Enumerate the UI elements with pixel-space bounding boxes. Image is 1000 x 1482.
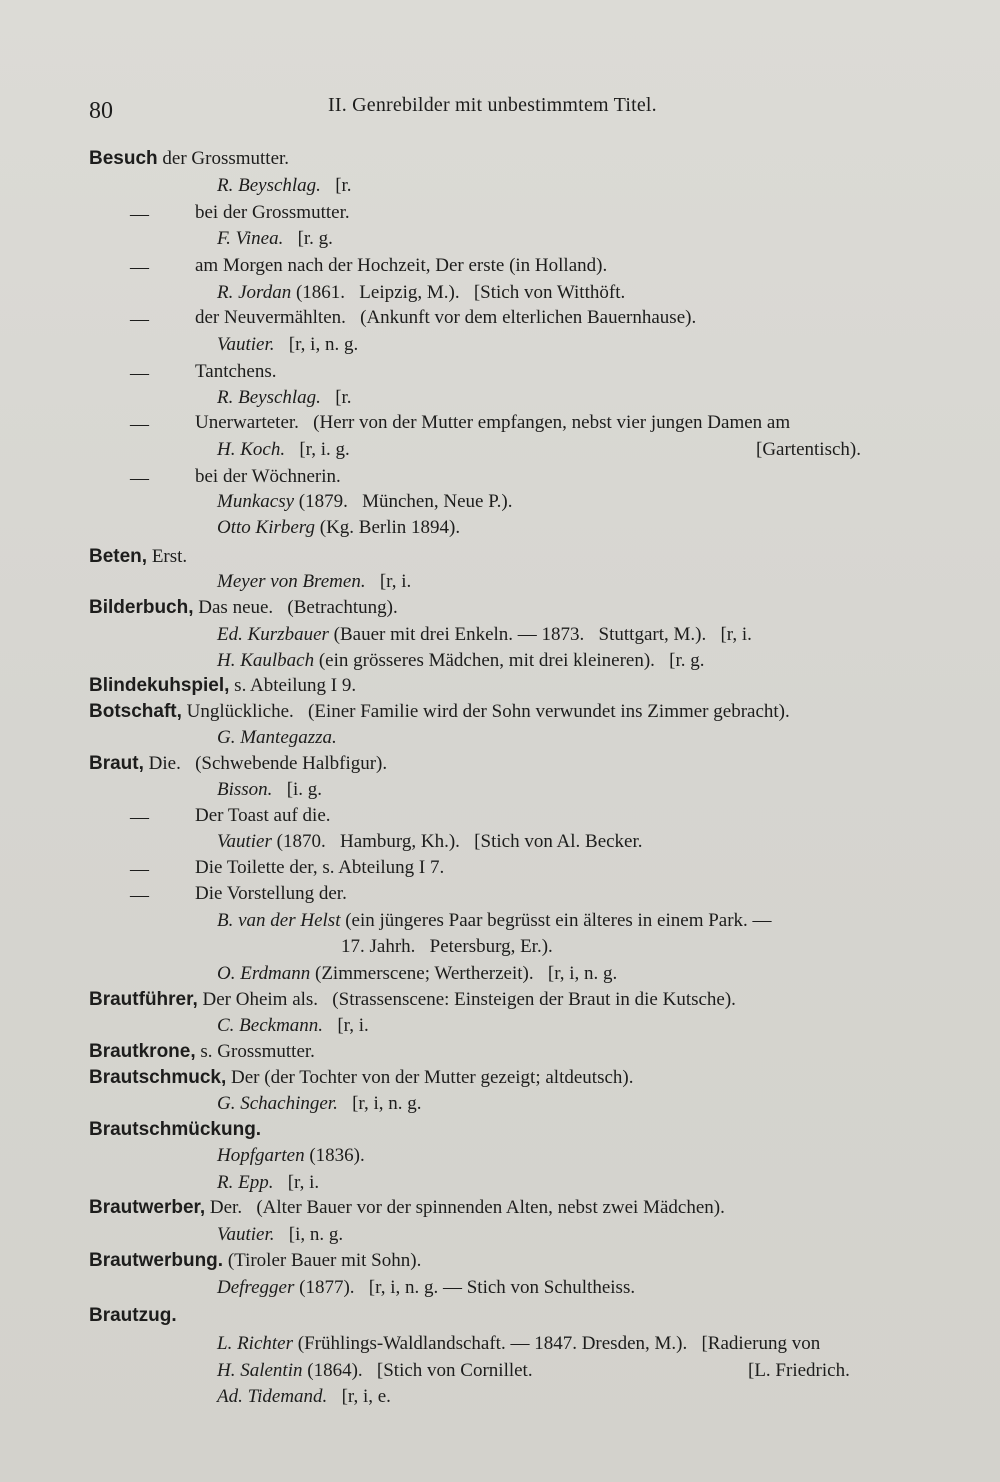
entry-headword: Bilderbuch, bbox=[89, 597, 194, 618]
line-continuation: [Gartentisch). bbox=[756, 439, 861, 460]
artist-name: H. Koch. bbox=[217, 439, 286, 460]
entry-text: (Bauer mit drei Enkeln. — 1873. Stuttgart, M.). [r, i. bbox=[328, 624, 752, 645]
entry-text: Die Vorstellung der. bbox=[195, 883, 347, 904]
entry-line bbox=[195, 255, 607, 277]
entry-line bbox=[89, 148, 289, 170]
artist-name: H. Salentin bbox=[217, 1360, 303, 1381]
entry-line bbox=[195, 466, 341, 488]
entry-line bbox=[217, 910, 772, 932]
entry-text: (1879. München, Neue P.). bbox=[294, 491, 513, 512]
entry-text: [r. bbox=[320, 387, 352, 408]
artist-name: Ad. Tidemand. bbox=[217, 1386, 328, 1407]
artist-name: Meyer von Bremen. bbox=[217, 571, 366, 592]
artist-name: F. Vinea. bbox=[217, 228, 284, 249]
entry-text: Die. (Schwebende Halbfigur). bbox=[143, 753, 388, 774]
artist-name: Vautier bbox=[217, 831, 272, 852]
artist-name: Defregger bbox=[217, 1277, 295, 1298]
entry-text: [r, i. bbox=[365, 571, 412, 592]
entry-headword: Botschaft, bbox=[89, 701, 182, 722]
entry-line bbox=[217, 1145, 365, 1167]
entry-text: (ein jüngeres Paar begrüsst ein älteres in einem Park. — bbox=[340, 910, 772, 931]
entry-line bbox=[217, 779, 322, 801]
entry-line bbox=[89, 1305, 177, 1327]
entry-text: bei der Grossmutter. bbox=[195, 202, 350, 223]
entry-line bbox=[89, 1197, 725, 1219]
entry-text: Unglückliche. (Einer Familie wird der Sohn verwundet ins Zimmer gebracht). bbox=[181, 701, 790, 722]
entry-headword: Beten, bbox=[89, 546, 148, 567]
entry-headword: Brautschmückung. bbox=[89, 1119, 262, 1140]
entry-text: [r, i, e. bbox=[327, 1386, 391, 1407]
artist-name: Vautier. bbox=[217, 1224, 275, 1245]
entry-line bbox=[89, 701, 790, 723]
entry-text: s. Abteilung I 9. bbox=[229, 675, 357, 696]
entry-text: Tantchens. bbox=[195, 361, 277, 382]
artist-name: B. van der Helst bbox=[217, 910, 341, 931]
entry-line bbox=[195, 307, 696, 329]
entry-text: [r. g. bbox=[283, 228, 333, 249]
ditto-dash: — bbox=[130, 204, 149, 225]
entry-text: [r, i. bbox=[273, 1172, 320, 1193]
artist-name: Ed. Kurzbauer bbox=[217, 624, 329, 645]
entry-line bbox=[217, 334, 358, 356]
artist-name: Hopfgarten bbox=[217, 1145, 305, 1166]
entry-text: (1861. Leipzig, M.). [Stich von Witthöft. bbox=[291, 282, 626, 303]
artist-name: G. Mantegazza. bbox=[217, 727, 337, 748]
entry-text: [r. bbox=[320, 175, 352, 196]
entry-text: [r, i, n. g. bbox=[274, 334, 359, 355]
entry-line bbox=[89, 1250, 421, 1272]
entry-line bbox=[217, 1015, 369, 1037]
entry-text: [r, i, n. g. bbox=[337, 1093, 422, 1114]
entry-headword: Brautführer, bbox=[89, 989, 198, 1010]
artist-name: C. Beckmann. bbox=[217, 1015, 324, 1036]
entry-text: Der. (Alter Bauer vor der spinnenden Alten, nebst zwei Mädchen). bbox=[205, 1197, 725, 1218]
entry-line bbox=[195, 412, 790, 434]
artist-name: L. Richter bbox=[217, 1333, 293, 1354]
ditto-dash: — bbox=[130, 309, 149, 330]
entry-text: (Kg. Berlin 1894). bbox=[315, 517, 461, 538]
artist-name: R. Beyschlag. bbox=[217, 387, 321, 408]
entry-headword: Brautzug. bbox=[89, 1305, 177, 1326]
entry-text: 17. Jahrh. Petersburg, Er.). bbox=[341, 936, 553, 957]
entry-line bbox=[89, 1067, 633, 1089]
entry-headword: Blindekuhspiel, bbox=[89, 675, 230, 696]
entry-headword: Brautwerbung. bbox=[89, 1250, 224, 1271]
entry-line bbox=[217, 439, 350, 461]
artist-name: R. Epp. bbox=[217, 1172, 274, 1193]
line-continuation: [L. Friedrich. bbox=[748, 1360, 850, 1381]
entry-line bbox=[217, 727, 337, 749]
entry-text: (Tiroler Bauer mit Sohn). bbox=[223, 1250, 422, 1271]
page-header bbox=[0, 94, 1000, 134]
entry-line bbox=[89, 675, 356, 697]
entry-text: Der Toast auf die. bbox=[195, 805, 331, 826]
entry-text: [i, n. g. bbox=[274, 1224, 344, 1245]
ditto-dash: — bbox=[130, 257, 149, 278]
entry-headword: Braut, bbox=[89, 753, 144, 774]
entry-text: Erst. bbox=[147, 546, 188, 567]
entry-line bbox=[217, 1333, 820, 1355]
entry-text: (1864). [Stich von Cornillet. bbox=[302, 1360, 533, 1381]
artist-name: Bisson. bbox=[217, 779, 273, 800]
entry-text: [r, i. g. bbox=[285, 439, 350, 460]
entry-headword: Brautkrone, bbox=[89, 1041, 196, 1062]
entry-headword: Brautschmuck, bbox=[89, 1067, 227, 1088]
entry-text: (Zimmerscene; Wertherzeit). [r, i, n. g. bbox=[310, 963, 618, 984]
ditto-dash: — bbox=[130, 414, 149, 435]
entry-line bbox=[217, 650, 705, 672]
entry-line bbox=[217, 571, 411, 593]
entry-line bbox=[217, 1172, 319, 1194]
entry-text: Der (der Tochter von der Mutter gezeigt; altdeutsch). bbox=[226, 1067, 634, 1088]
entry-line bbox=[89, 546, 187, 568]
ditto-dash: — bbox=[130, 885, 149, 906]
artist-name: R. Jordan bbox=[217, 282, 292, 303]
entry-line bbox=[217, 1277, 635, 1299]
artist-name: Otto Kirberg bbox=[217, 517, 315, 538]
entry-line bbox=[217, 1224, 343, 1246]
entry-text: s. Grossmutter. bbox=[195, 1041, 315, 1062]
entry-text: Das neue. (Betrachtung). bbox=[193, 597, 398, 618]
entry-text: der Grossmutter. bbox=[157, 148, 290, 169]
entry-text: Unerwarteter. (Herr von der Mutter empfangen, nebst vier jungen Damen am bbox=[195, 412, 791, 433]
entry-text: (ein grösseres Mädchen, mit drei kleineren). [r. g. bbox=[314, 650, 705, 671]
artist-name: H. Kaulbach bbox=[217, 650, 315, 671]
entry-line bbox=[217, 1093, 422, 1115]
entry-line bbox=[217, 963, 617, 985]
entry-line bbox=[195, 202, 350, 224]
artist-name: Munkacsy bbox=[217, 491, 295, 512]
entry-line bbox=[89, 753, 387, 775]
entry-line bbox=[341, 936, 553, 958]
entry-line bbox=[89, 1119, 261, 1141]
entry-headword: Brautwerber, bbox=[89, 1197, 206, 1218]
entry-line bbox=[217, 282, 625, 304]
entry-line bbox=[217, 1386, 391, 1408]
ditto-dash: — bbox=[130, 807, 149, 828]
entry-line bbox=[217, 831, 643, 853]
artist-name: Vautier. bbox=[217, 334, 275, 355]
entry-line bbox=[217, 175, 352, 197]
ditto-dash: — bbox=[130, 859, 149, 880]
entry-text: (1877). [r, i, n. g. — Stich von Schultheiss. bbox=[294, 1277, 636, 1298]
entry-line bbox=[89, 1041, 315, 1063]
entry-text: (1836). bbox=[304, 1145, 365, 1166]
entry-line bbox=[195, 857, 444, 879]
entry-text: (Frühlings-Waldlandschaft. — 1847. Dresden, M.). [Radierung von bbox=[293, 1333, 821, 1354]
entry-text: Die Toilette der, s. Abteilung I 7. bbox=[195, 857, 445, 878]
ditto-dash: — bbox=[130, 468, 149, 489]
entry-text: der Neuvermählten. (Ankunft vor dem elterlichen Bauernhause). bbox=[195, 307, 697, 328]
entry-line bbox=[217, 624, 752, 646]
entry-line bbox=[89, 989, 736, 1011]
entry-line bbox=[217, 517, 460, 539]
entry-line bbox=[195, 883, 347, 905]
entry-text: [r, i. bbox=[323, 1015, 369, 1036]
entry-line bbox=[195, 361, 277, 383]
running-title: II. Genrebilder mit unbestimmtem Titel. bbox=[328, 94, 657, 116]
ditto-dash: — bbox=[130, 363, 149, 384]
entry-line bbox=[217, 387, 352, 409]
entry-line bbox=[89, 597, 398, 619]
artist-name: G. Schachinger. bbox=[217, 1093, 338, 1114]
entry-headword: Besuch bbox=[89, 148, 158, 169]
entry-text: [i. g. bbox=[272, 779, 323, 800]
entry-line bbox=[217, 1360, 533, 1382]
page-number: 80 bbox=[89, 98, 113, 124]
artist-name: O. Erdmann bbox=[217, 963, 311, 984]
entry-text: am Morgen nach der Hochzeit, Der erste (in Holland). bbox=[195, 255, 608, 276]
entry-line bbox=[217, 228, 333, 250]
entry-text: (1870. Hamburg, Kh.). [Stich von Al. Becker. bbox=[271, 831, 643, 852]
entry-text: bei der Wöchnerin. bbox=[195, 466, 341, 487]
entry-line bbox=[195, 805, 331, 827]
artist-name: R. Beyschlag. bbox=[217, 175, 321, 196]
entry-line bbox=[217, 491, 513, 513]
entry-text: Der Oheim als. (Strassenscene: Einsteigen der Braut in die Kutsche). bbox=[197, 989, 736, 1010]
